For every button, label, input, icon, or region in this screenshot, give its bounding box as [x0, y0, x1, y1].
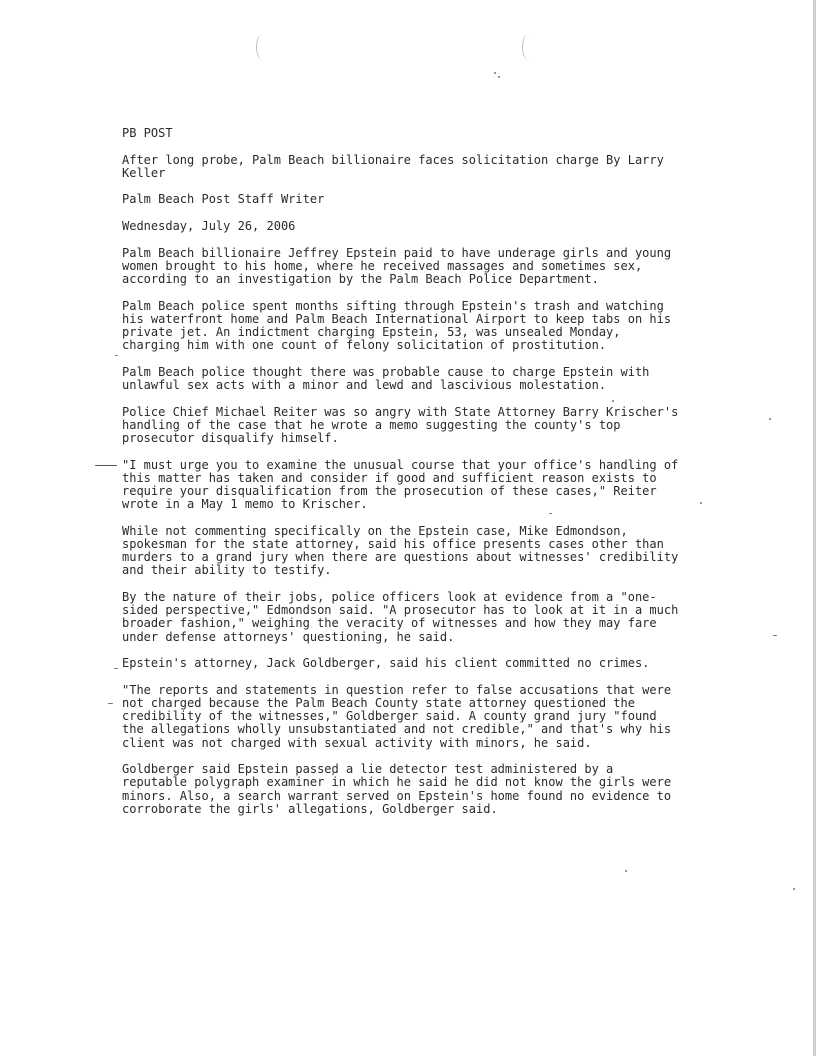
- dateline: Wednesday, July 26, 2006: [122, 218, 296, 233]
- scan-speck: [498, 76, 500, 78]
- scan-speck: [793, 888, 795, 890]
- scan-speck: [773, 635, 777, 636]
- headline: After long probe, Palm Beach billionaire faces solicitation charge By Larry Keller: [122, 152, 664, 180]
- paragraph: "The reports and statements in question refer to false accusations that were not charged because the Palm Beach County state attorney questioned the credibility of the witnesses," Goldberger said. A county grand jury "found the allegations wholly unsubstantiated and not credible," and that's why his client was not charged with sexual activity with minors, he said.: [122, 682, 672, 750]
- scan-speck: [769, 418, 771, 420]
- scan-speck: [494, 72, 496, 74]
- scan-speck: [115, 355, 118, 356]
- paragraph: While not commenting specifically on the Epstein case, Mike Edmondson, spokesman for the state attorney, said his office presents cases other than murders to a grand jury when there are questions about witnesses' credibility and their ability to testify.: [122, 523, 679, 578]
- source-label: PB POST: [122, 126, 173, 140]
- scan-speck: [700, 502, 702, 504]
- paragraph: Palm Beach police thought there was probable cause to charge Epstein with unlawful sex acts with a minor and lewd and lascivious molestation.: [122, 364, 650, 392]
- paragraph: Palm Beach billionaire Jeffrey Epstein paid to have underage girls and young women brought to his home, where he received massages and sometimes sex, according to an investigation by the Palm Beach Police Department.: [122, 245, 672, 286]
- scan-speck: [95, 465, 117, 466]
- punch-hole-mark-left: [256, 34, 269, 60]
- paragraph: Police Chief Michael Reiter was so angry with State Attorney Barry Krischer's handling of the case that he wrote a memo suggesting the county's top prosecutor disqualify himself.: [122, 404, 679, 445]
- article-body: [122, 127, 682, 829]
- byline: Palm Beach Post Staff Writer: [122, 192, 325, 207]
- punch-hole-mark-right: [522, 34, 535, 60]
- paragraph: Epstein's attorney, Jack Goldberger, said his client committed no crimes.: [122, 656, 650, 671]
- paragraph: By the nature of their jobs, police officers look at evidence from a "one-sided perspective," Edmondson said. "A prosecutor has to look at it in a much broader fashion," weighing the veracity of witnesses and how they may fare under defense attorneys' questioning, he said.: [122, 589, 679, 644]
- scan-speck: [114, 668, 118, 669]
- paragraph: Palm Beach police spent months sifting through Epstein's trash and watching his waterfront home and Palm Beach International Airport to keep tabs on his private jet. An indictment charging Epstein, 53, was unsealed Monday, charging him with one count of felony solicitation of prostitution.: [122, 298, 672, 353]
- paragraph: "I must urge you to examine the unusual course that your office's handling of this matter has taken and consider if good and sufficient reason exists to require your disqualification from the prosecution of these cases," Reiter wrote in a May 1 memo to Krischer.: [122, 457, 679, 512]
- paragraph: Goldberger said Epstein passed a lie detector test administered by a reputable polygraph examiner in which he said he did not know the girls were minors. Also, a search warrant served on Epstein's home found no evidence to corroborate the girls' allegations, Goldberger said.: [122, 762, 672, 816]
- scan-speck: [625, 870, 627, 872]
- scan-speck: [108, 703, 113, 704]
